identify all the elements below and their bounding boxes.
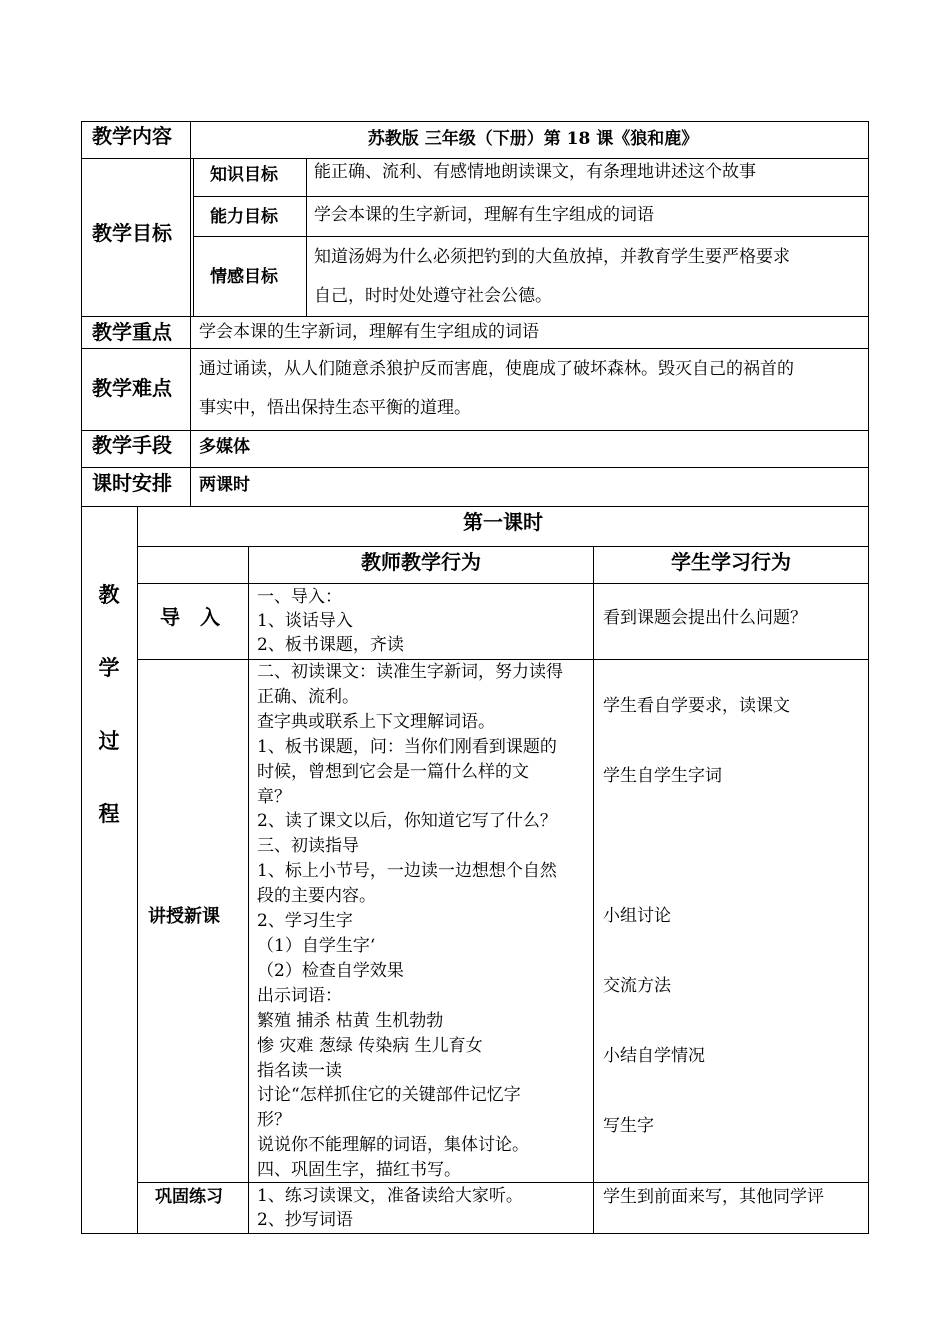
teacher-line: 2、读了课文以后，你知道它写了什么？ bbox=[257, 811, 557, 832]
ability-goal-value: 学会本课的生字新词，理解有生字组成的词语 bbox=[314, 205, 654, 225]
practice-stage: 巩固练习 bbox=[155, 1187, 223, 1207]
new-lesson-teacher bbox=[257, 660, 563, 1183]
teacher-line: （1）自学生字‘ bbox=[257, 935, 376, 956]
content-value: 苏教版 三年级（下册）第 18 课《狼和鹿》 bbox=[367, 129, 699, 149]
teacher-line: 1、练习读课文，准备读给大家听。 bbox=[257, 1186, 523, 1206]
difficulty-line2: 事实中，悟出保持生态平衡的道理。 bbox=[199, 398, 471, 418]
schedule-value: 两课时 bbox=[199, 475, 250, 495]
rule bbox=[193, 236, 869, 237]
teacher-line: 1、谈话导入 bbox=[257, 611, 353, 631]
teacher-line: 正确、流利。 bbox=[257, 686, 359, 707]
teacher-line: 说说你不能理解的词语，集体讨论。 bbox=[257, 1135, 529, 1156]
rule bbox=[868, 121, 869, 1234]
teacher-header: 教师教学行为 bbox=[361, 550, 481, 574]
teacher-line: 形？ bbox=[257, 1110, 291, 1131]
practice-teacher bbox=[257, 1184, 523, 1232]
teacher-line: 1、标上小节号，一边读一边想想个自然 bbox=[257, 861, 557, 882]
teacher-line: 惨 灾难 葱绿 传染病 生儿育女 bbox=[257, 1035, 483, 1056]
rule bbox=[81, 430, 869, 431]
teacher-line: 一、导入： bbox=[257, 587, 342, 607]
intro-stage: 导 入 bbox=[160, 605, 220, 629]
teacher-line: 2、学习生字 bbox=[257, 911, 353, 932]
process-label-char: 程 bbox=[98, 801, 120, 826]
student-item: 学生看自学要求，读课文 bbox=[603, 696, 790, 716]
teacher-line: 二、初读课文：读准生字新词，努力读得 bbox=[257, 662, 563, 682]
rule bbox=[137, 583, 869, 584]
teacher-line: 四、巩固生字，描红书写。 bbox=[257, 1160, 461, 1181]
lesson-title: 第一课时 bbox=[463, 510, 543, 534]
teacher-line: 出示词语： bbox=[257, 985, 342, 1006]
rule bbox=[81, 121, 869, 122]
process-label-char: 学 bbox=[98, 655, 120, 680]
knowledge-goal-value: 能正确、流利、有感情地朗读课文，有条理地讲述这个故事 bbox=[314, 162, 756, 182]
teacher-line: 章？ bbox=[257, 786, 291, 807]
rule bbox=[81, 467, 869, 468]
new-lesson-stage: 讲授新课 bbox=[148, 906, 220, 927]
intro-teacher bbox=[257, 585, 404, 657]
rule bbox=[137, 506, 138, 1234]
emotion-goal-line2: 自己，时时处处遵守社会公德。 bbox=[314, 286, 552, 306]
means-label: 教学手段 bbox=[92, 433, 172, 457]
emotion-goal-label: 情感目标 bbox=[210, 267, 278, 287]
student-item: 小结自学情况 bbox=[603, 1046, 705, 1066]
content-label: 教学内容 bbox=[92, 124, 172, 148]
student-item: 学生自学生字词 bbox=[603, 766, 722, 786]
teacher-line: 1、板书课题，问：当你们刚看到课题的 bbox=[257, 736, 557, 757]
teacher-line: 讨论“怎样抓住它的关键部件记忆字 bbox=[257, 1085, 521, 1106]
rule bbox=[137, 546, 869, 547]
schedule-label: 课时安排 bbox=[92, 471, 172, 495]
difficulty-line1: 通过诵读，从人们随意杀狼护反而害鹿，使鹿成了破坏森林。毁灭自己的祸首的 bbox=[199, 359, 794, 379]
rule bbox=[193, 158, 194, 316]
process-label-char: 教 bbox=[98, 582, 120, 607]
rule bbox=[81, 121, 82, 1234]
teacher-line: 2、抄写词语 bbox=[257, 1210, 353, 1230]
rule bbox=[248, 546, 249, 1234]
ability-goal-label: 能力目标 bbox=[210, 207, 278, 227]
rule bbox=[306, 158, 307, 316]
emotion-goal-line1: 知道汤姆为什么必须把钓到的大鱼放掉，并教育学生要严格要求 bbox=[314, 247, 790, 267]
practice-student: 学生到前面来写，其他同学评 bbox=[603, 1187, 824, 1207]
process-label bbox=[89, 558, 129, 850]
knowledge-goal-label: 知识目标 bbox=[210, 165, 278, 185]
teacher-line: 时候，曾想到它会是一篇什么样的文 bbox=[257, 761, 529, 782]
rule bbox=[81, 1233, 869, 1234]
rule bbox=[81, 158, 869, 159]
student-item: 写生字 bbox=[603, 1116, 654, 1136]
rule bbox=[193, 196, 869, 197]
rule bbox=[81, 348, 869, 349]
intro-student: 看到课题会提出什么问题？ bbox=[603, 608, 807, 628]
rule bbox=[593, 546, 594, 1234]
process-label-char: 过 bbox=[98, 728, 120, 753]
teacher-line: 段的主要内容。 bbox=[257, 886, 376, 907]
means-value: 多媒体 bbox=[199, 437, 250, 457]
teacher-line: （2）检查自学效果 bbox=[257, 960, 404, 981]
teacher-line: 查字典或联系上下文理解词语。 bbox=[257, 711, 495, 732]
goals-label: 教学目标 bbox=[92, 221, 172, 245]
focus-value: 学会本课的生字新词，理解有生字组成的词语 bbox=[199, 322, 539, 342]
teacher-line: 三、初读指导 bbox=[257, 836, 359, 857]
student-item: 交流方法 bbox=[603, 976, 671, 996]
teacher-line: 指名读一读 bbox=[257, 1060, 342, 1081]
student-item: 小组讨论 bbox=[603, 906, 671, 926]
focus-label: 教学重点 bbox=[92, 320, 172, 344]
rule bbox=[190, 121, 191, 507]
teacher-line: 繁殖 捕杀 枯黄 生机勃勃 bbox=[257, 1010, 444, 1031]
teacher-line: 2、板书课题，齐读 bbox=[257, 635, 404, 655]
rule bbox=[81, 316, 869, 317]
student-header: 学生学习行为 bbox=[671, 550, 791, 574]
difficulty-label: 教学难点 bbox=[92, 376, 172, 400]
rule bbox=[81, 506, 869, 507]
